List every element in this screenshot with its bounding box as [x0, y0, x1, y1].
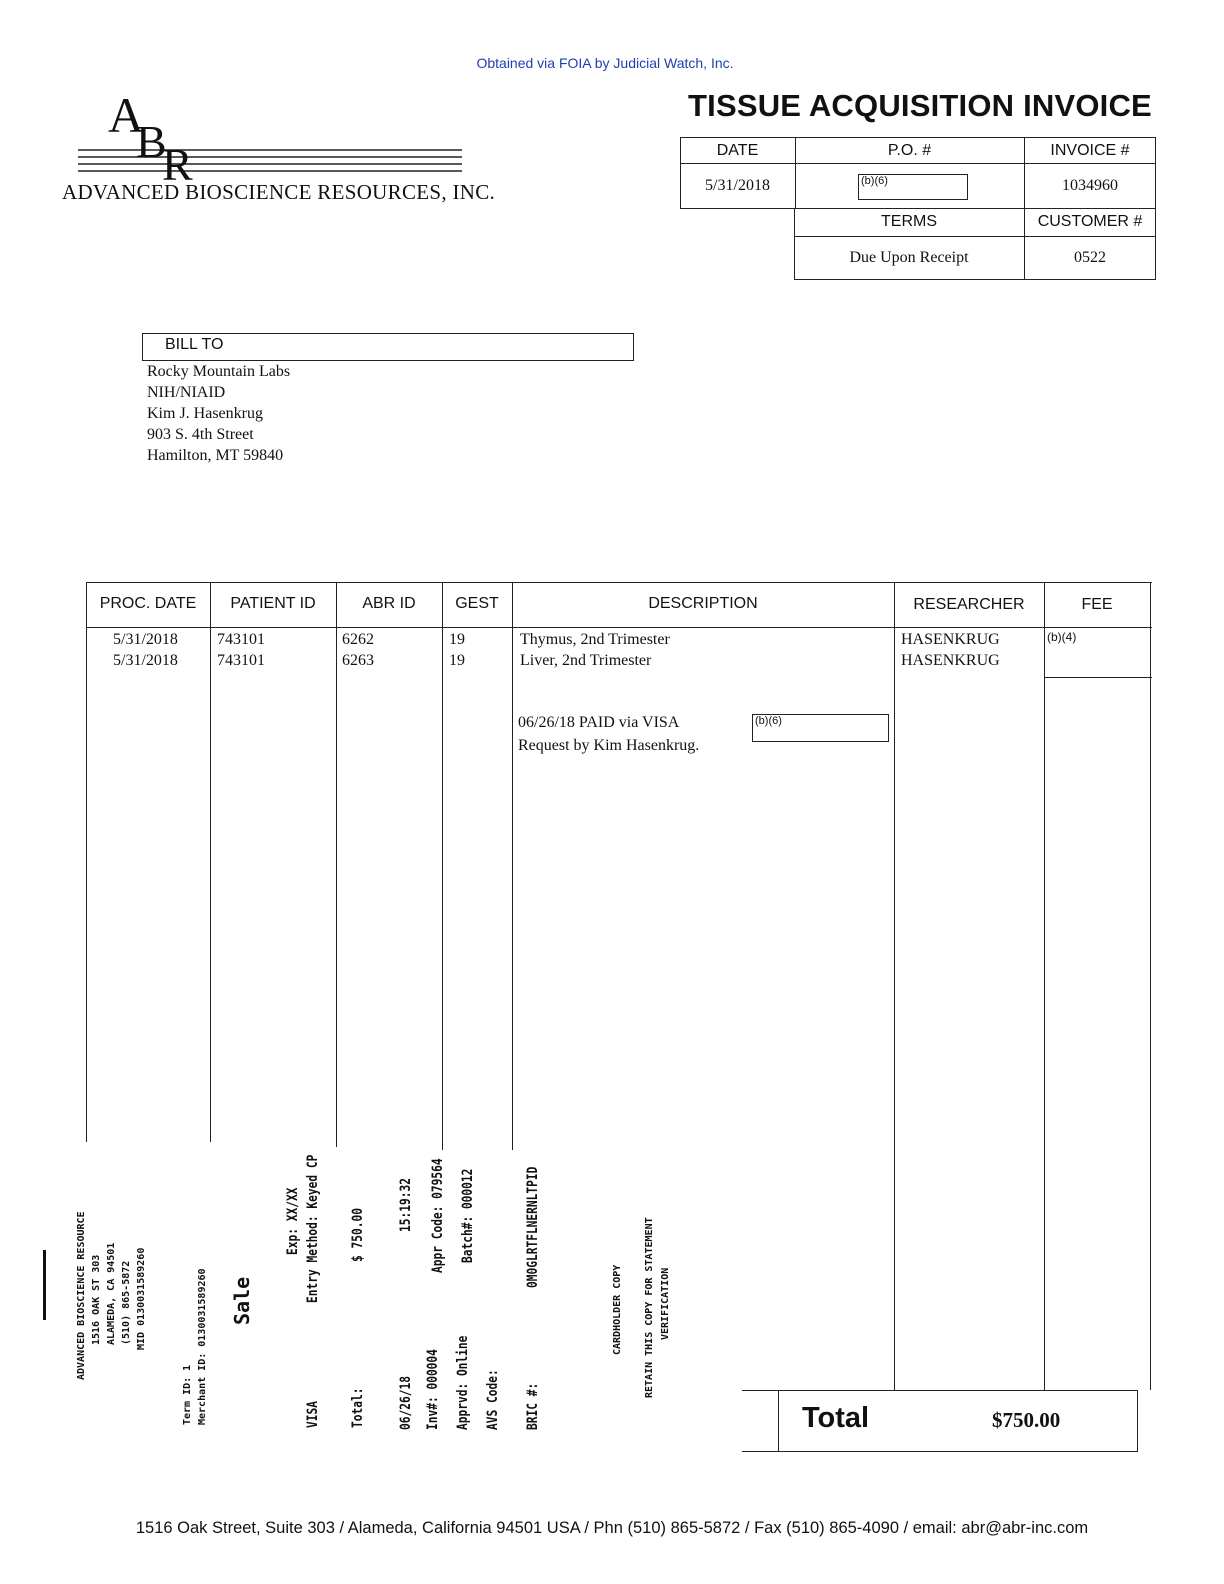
researcher-cell: HASENKRUG: [901, 652, 1000, 669]
description-cell: Thymus, 2nd Trimester: [520, 631, 670, 648]
proc-date-cell: 5/31/2018: [113, 652, 178, 669]
receipt-exp: Exp: XX/XX: [285, 1187, 301, 1255]
receipt-apprvd: Apprvd: Online: [455, 1335, 471, 1430]
company-name: ADVANCED BIOSCIENCE RESOURCES, INC.: [62, 180, 496, 204]
receipt-time: 15:19:32: [398, 1178, 414, 1232]
abr-id-cell: 6262: [342, 631, 374, 648]
date-label: DATE: [716, 142, 759, 159]
document-title: TISSUE ACQUISITION INVOICE: [688, 88, 1152, 123]
payment-redaction: (b)(6): [752, 714, 889, 742]
col-header-researcher: RESEARCHER: [913, 596, 1025, 613]
bill-to-label: BILL TO: [165, 336, 224, 353]
receipt-merchant-line: 1516 OAK ST 303: [91, 1254, 102, 1345]
receipt-total-amount: $ 750.00: [350, 1208, 366, 1262]
svg-text:B: B: [136, 116, 167, 167]
receipt-term-id: Term ID: 1: [182, 1364, 193, 1425]
invoice-number: 1034960: [1062, 177, 1118, 194]
total-value: $750.00: [992, 1408, 1061, 1432]
receipt-batch: Batch#: 000012: [460, 1168, 476, 1263]
invoice-date: 5/31/2018: [705, 177, 770, 194]
col-header-abr-id: ABR ID: [362, 595, 416, 612]
receipt-merchant-line: ADVANCED BIOSCIENCE RESOURCE: [76, 1211, 87, 1380]
receipt-merchant-id: Merchant ID: 0130031589260: [197, 1268, 208, 1425]
footer-contact: 1516 Oak Street, Suite 303 / Alameda, California 94501 USA / Phn (510) 865-5872 / Fax (510) 865-4090 / email: abr@abr-inc.com: [135, 1519, 1089, 1537]
svg-text:R: R: [162, 139, 193, 182]
svg-text:A: A: [108, 87, 145, 143]
terms-value: Due Upon Receipt: [849, 249, 969, 266]
patient-id-cell: 743101: [217, 652, 265, 669]
col-header-description: DESCRIPTION: [648, 595, 758, 612]
customer-label: CUSTOMER #: [1037, 213, 1143, 230]
bill-to-line: Hamilton, MT 59840: [147, 447, 284, 464]
total-label: Total: [802, 1402, 870, 1434]
invoice-label: INVOICE #: [1050, 142, 1130, 159]
receipt-sale: Sale: [230, 1276, 254, 1325]
po-redaction: (b)(6): [858, 174, 968, 200]
receipt-appr-code: Appr Code: 079564: [430, 1158, 446, 1273]
receipt-retain-line: VERIFICATION: [660, 1267, 671, 1340]
receipt-cardholder-copy: CARDHOLDER COPY: [612, 1264, 623, 1355]
researcher-cell: HASENKRUG: [901, 631, 1000, 648]
payment-note: 06/26/18 PAID via VISA: [518, 714, 680, 731]
col-header-fee: FEE: [1081, 596, 1113, 613]
receipt-bric-value: 0M0GLRTFLNERNLTPID: [525, 1166, 541, 1288]
receipt-entry-method: Entry Method: Keyed CP: [305, 1154, 321, 1303]
margin-mark: [43, 1250, 46, 1320]
customer-number: 0522: [1074, 249, 1106, 266]
receipt-merchant-line: ALAMEDA, CA 94501: [106, 1242, 117, 1345]
proc-date-cell: 5/31/2018: [113, 631, 178, 648]
gest-cell: 19: [449, 631, 465, 648]
receipt-retain-line: RETAIN THIS COPY FOR STATEMENT: [644, 1217, 655, 1398]
receipt-bric-label: BRIC #:: [525, 1382, 541, 1430]
receipt-date: 06/26/18: [398, 1376, 414, 1430]
fee-redaction: (b)(4): [1047, 630, 1077, 644]
request-note: Request by Kim Hasenkrug.: [518, 737, 700, 754]
foia-note: Obtained via FOIA by Judicial Watch, Inc.: [476, 55, 734, 71]
receipt-avs: AVS Code:: [485, 1369, 501, 1430]
abr-logo: [70, 82, 480, 182]
bill-to-line: 903 S. 4th Street: [147, 426, 254, 443]
receipt-merchant-line: (510) 865-5872: [121, 1260, 132, 1345]
receipt-inv: Inv#: 000004: [425, 1349, 441, 1430]
col-header-proc-date: PROC. DATE: [99, 595, 197, 612]
receipt-merchant-line: MID 0130031589260: [136, 1247, 147, 1350]
abr-id-cell: 6263: [342, 652, 374, 669]
col-header-gest: GEST: [455, 595, 499, 612]
terms-label: TERMS: [881, 213, 937, 230]
col-header-patient-id: PATIENT ID: [230, 595, 316, 612]
description-cell: Liver, 2nd Trimester: [520, 652, 652, 669]
patient-id-cell: 743101: [217, 631, 265, 648]
bill-to-line: Kim J. Hasenkrug: [147, 405, 263, 422]
receipt-total-label: Total:: [350, 1387, 366, 1428]
po-label: P.O. #: [887, 142, 932, 159]
receipt-card-type: VISA: [305, 1401, 321, 1428]
bill-to-line: NIH/NIAID: [147, 384, 226, 401]
bill-to-line: Rocky Mountain Labs: [147, 363, 291, 380]
gest-cell: 19: [449, 652, 465, 669]
